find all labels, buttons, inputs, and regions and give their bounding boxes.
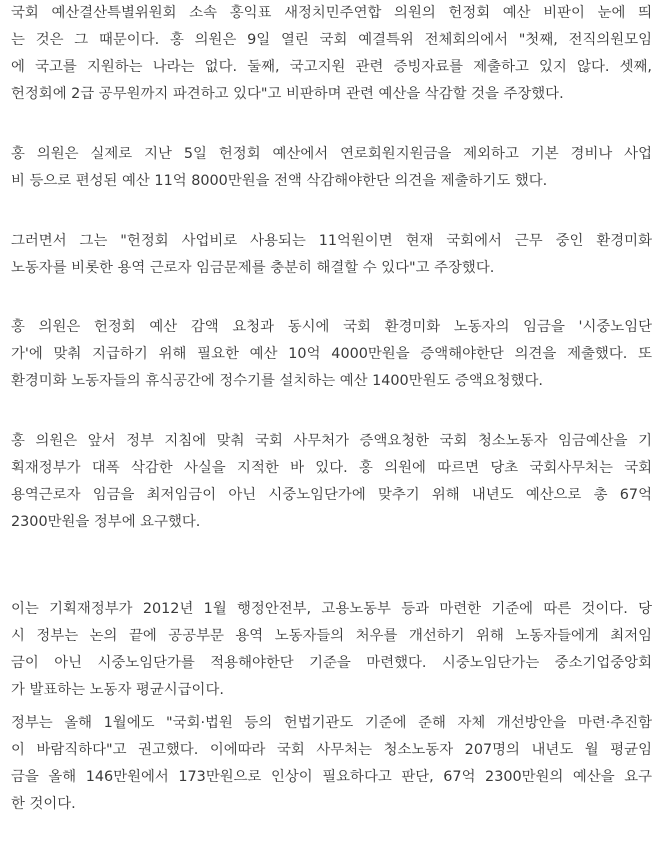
paragraph-6 (11, 596, 652, 704)
text-line: 환경미화 노동자들의 휴식공간에 정수기를 설치하는 예산 1400만원도 증액요청했다. (11, 373, 543, 389)
paragraph-7 (11, 710, 652, 818)
text-line: 그러면서 그는 "헌정회 사업비로 사용되는 11억원이면 현재 국회에서 근무 중인 환경미화 (11, 233, 652, 249)
text-line: 이는 기획재정부가 2012년 1월 행정안전부, 고용노동부 등과 마련한 기준에 따른 것이다. 당 (11, 601, 652, 617)
text-line: 에 국고를 지원하는 나라는 없다. 둘째, 국고지원 관련 증빙자료를 제출하고 있지 않다. 셋째, (11, 59, 652, 75)
text-line: 2300만원을 정부에 요구했다. (11, 514, 201, 530)
text-line: 시 정부는 논의 끝에 공공부문 용역 노동자들의 처우를 개선하기 위해 노동자들에게 최저임 (11, 628, 652, 644)
text-line: 한 것이다. (11, 796, 76, 812)
text-line: 가 발표하는 노동자 평균시급이다. (11, 682, 224, 698)
text-line: 획재정부가 대폭 삭감한 사실을 지적한 바 있다. 홍 의원에 따르면 당초 국회사무처는 국회 (11, 460, 652, 476)
paragraph-5 (11, 428, 652, 536)
text-line: 정부는 올해 1월에도 "국회·법원 등의 헌법기관도 기준에 준해 자체 개선방안을 마련·추진함 (11, 715, 652, 731)
text-line: 헌정회에 2급 공무원까지 파견하고 있다"고 비판하며 관련 예산을 삭감할 것을 주장했다. (11, 86, 564, 102)
text-line: 홍 의원은 헌정회 예산 감액 요청과 동시에 국회 환경미화 노동자의 임금을 '시중노임단 (11, 319, 652, 335)
paragraph-2 (11, 141, 652, 195)
text-line: 비 등으로 편성된 예산 11억 8000만원을 전액 삭감해야한단 의견을 제출하기도 했다. (11, 173, 548, 189)
text-line: 가'에 맞춰 지급하기 위해 필요한 예산 10억 4000만원을 증액해야한단 의견을 제출했다. 또 (11, 346, 652, 362)
text-line: 국회 예산결산특별위원회 소속 홍익표 새정치민주연합 의원의 헌정회 예산 비판이 눈에 띄 (11, 5, 652, 21)
text-line: 이 바람직하다"고 권고했다. 이에따라 국회 사무처는 청소노동자 207명의 내년도 월 평균임 (11, 742, 652, 758)
text-line: 는 것은 그 때문이다. 홍 의원은 9일 열린 국회 예결특위 전체회의에서 "첫째, 전직의원모임 (11, 32, 652, 48)
text-line: 금을 올해 146만원에서 173만원으로 인상이 필요하다고 판단, 67억 2300만원의 예산을 요구 (11, 769, 652, 785)
text-line: 홍 의원은 앞서 정부 지침에 맞춰 국회 사무처가 증액요청한 국회 청소노동자 임금예산을 기 (11, 433, 652, 449)
text-line: 노동자를 비롯한 용역 근로자 임금문제를 충분히 해결할 수 있다"고 주장했다. (11, 260, 495, 276)
text-line: 금이 아닌 시중노임단가를 적용해야한단 기준을 마련했다. 시중노임단가는 중소기업중앙회 (11, 655, 652, 671)
paragraph-1 (11, 0, 652, 108)
paragraph-4 (11, 314, 652, 395)
text-line: 용역근로자 임금을 최저임금이 아닌 시중노임단가에 맞추기 위해 내년도 예산으로 총 67억 (11, 487, 652, 503)
text-line: 홍 의원은 실제로 지난 5일 헌정회 예산에서 연로회원지원금을 제외하고 기본 경비나 사업 (11, 146, 652, 162)
paragraph-3 (11, 228, 652, 282)
